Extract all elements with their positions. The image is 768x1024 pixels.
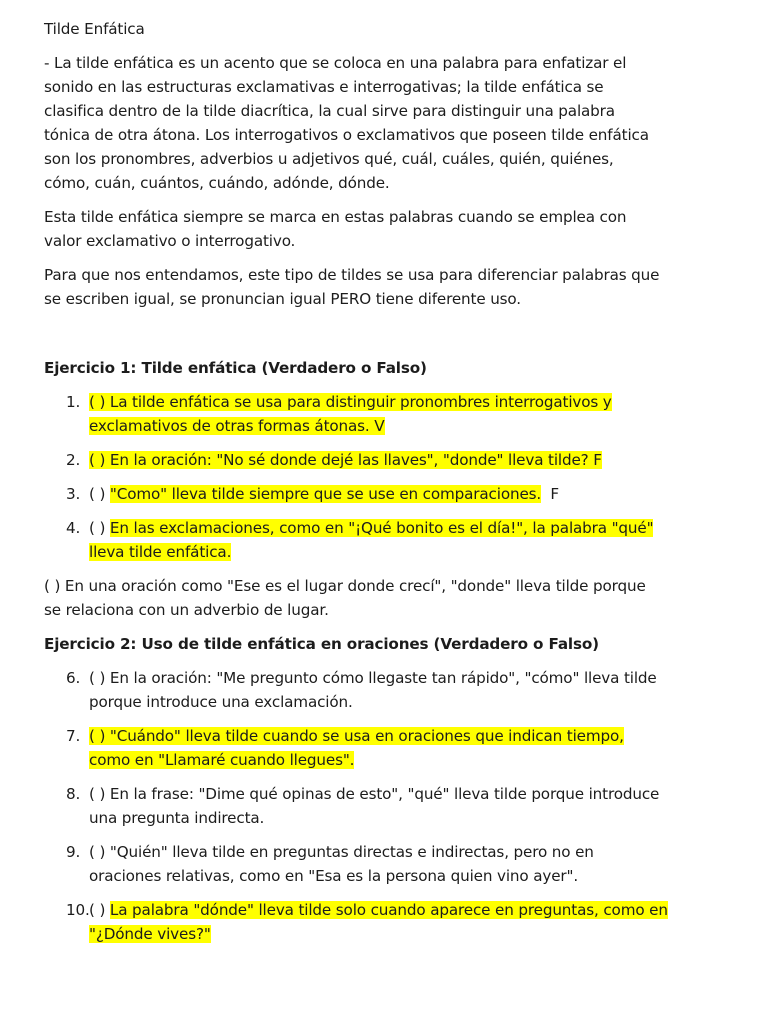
- summary-paragraph: Para que nos entendamos, este tipo de tildes se usa para diferenciar palabras que se escriben igual, se pronuncian igual PERO tiene diferente uso.: [44, 266, 660, 308]
- highlighted-text: "Como" lleva tilde siempre que se use en comparaciones.: [109, 485, 542, 503]
- document-title: Tilde Enfática: [44, 20, 145, 38]
- highlighted-text: ( ) "Cuándo" lleva tilde cuando se usa en oraciones que indican tiempo, como en "Llamaré cuando llegues".: [89, 727, 624, 769]
- item-answer: F: [541, 485, 560, 503]
- item-text: ( ): [89, 485, 110, 503]
- list-item: [44, 666, 669, 714]
- list-item: [44, 516, 669, 564]
- item-text: ( ) En la frase: "Dime qué opinas de esto", "qué" lleva tilde porque introduce una pregunta indirecta.: [89, 785, 660, 827]
- item-number: 1.: [66, 393, 81, 411]
- standalone-statement: ( ) En una oración como "Ese es el lugar donde crecí", "donde" lleva tilde porque se relaciona con un adverbio de lugar.: [44, 577, 646, 619]
- item-number: 2.: [66, 451, 81, 469]
- item-text: ( ): [89, 519, 110, 537]
- highlighted-text: ( ) En la oración: "No sé donde dejé las llaves", "donde" lleva tilde? F: [89, 451, 602, 469]
- document-page: [44, 17, 744, 956]
- item-text: ( ): [89, 901, 110, 919]
- item-number: 8.: [66, 785, 81, 803]
- list-item: [44, 898, 669, 946]
- item-text: ( ) "Quién" lleva tilde en preguntas directas e indirectas, pero no en oraciones relativas, como en "Esa es la persona quien vino ayer".: [89, 843, 594, 885]
- item-text: ( ) En la oración: "Me pregunto cómo llegaste tan rápido", "cómo" lleva tilde porque introduce una exclamación.: [89, 669, 657, 711]
- list-item: [44, 782, 669, 830]
- list-item: [44, 840, 669, 888]
- item-number: 4.: [66, 519, 81, 537]
- list-item: [44, 724, 669, 772]
- highlighted-text: ( ) La tilde enfática se usa para distinguir pronombres interrogativos y exclamativos de otras formas átonas. V: [89, 393, 612, 435]
- exercise2-list: [44, 666, 744, 946]
- list-item: [44, 482, 669, 506]
- highlighted-text: En las exclamaciones, como en "¡Qué bonito es el día!", la palabra "qué" lleva tilde enfática.: [89, 519, 654, 561]
- blank-line: [44, 321, 744, 345]
- explanation-paragraph: Esta tilde enfática siempre se marca en estas palabras cuando se emplea con valor exclamativo o interrogativo.: [44, 208, 627, 250]
- intro-paragraph: - La tilde enfática es un acento que se coloca en una palabra para enfatizar el sonido en las estructuras exclamativas e interrogativas; la tilde enfática se clasifica dentro de la tilde diacrítica, la cual sirve para distinguir una palabra tónica de otra átona. Los interrogativos o exclamativos que poseen tilde enfática son los pronombres, adverbios u adjetivos qué, cuál, cuáles, quién, quiénes, cómo, cuán, cuántos, cuándo, adónde, dónde.: [44, 54, 649, 192]
- item-number: 10.: [66, 901, 90, 919]
- highlighted-text: La palabra "dónde" lleva tilde solo cuando aparece en preguntas, como en "¿Dónde vives?": [89, 901, 668, 943]
- item-number: 9.: [66, 843, 81, 861]
- list-item: [44, 448, 669, 472]
- list-item: [44, 390, 669, 438]
- exercise2-heading: Ejercicio 2: Uso de tilde enfática en oraciones (Verdadero o Falso): [44, 635, 599, 653]
- exercise1-heading: Ejercicio 1: Tilde enfática (Verdadero o Falso): [44, 359, 427, 377]
- item-number: 7.: [66, 727, 81, 745]
- item-number: 3.: [66, 485, 81, 503]
- item-number: 6.: [66, 669, 81, 687]
- exercise1-list: [44, 390, 744, 564]
